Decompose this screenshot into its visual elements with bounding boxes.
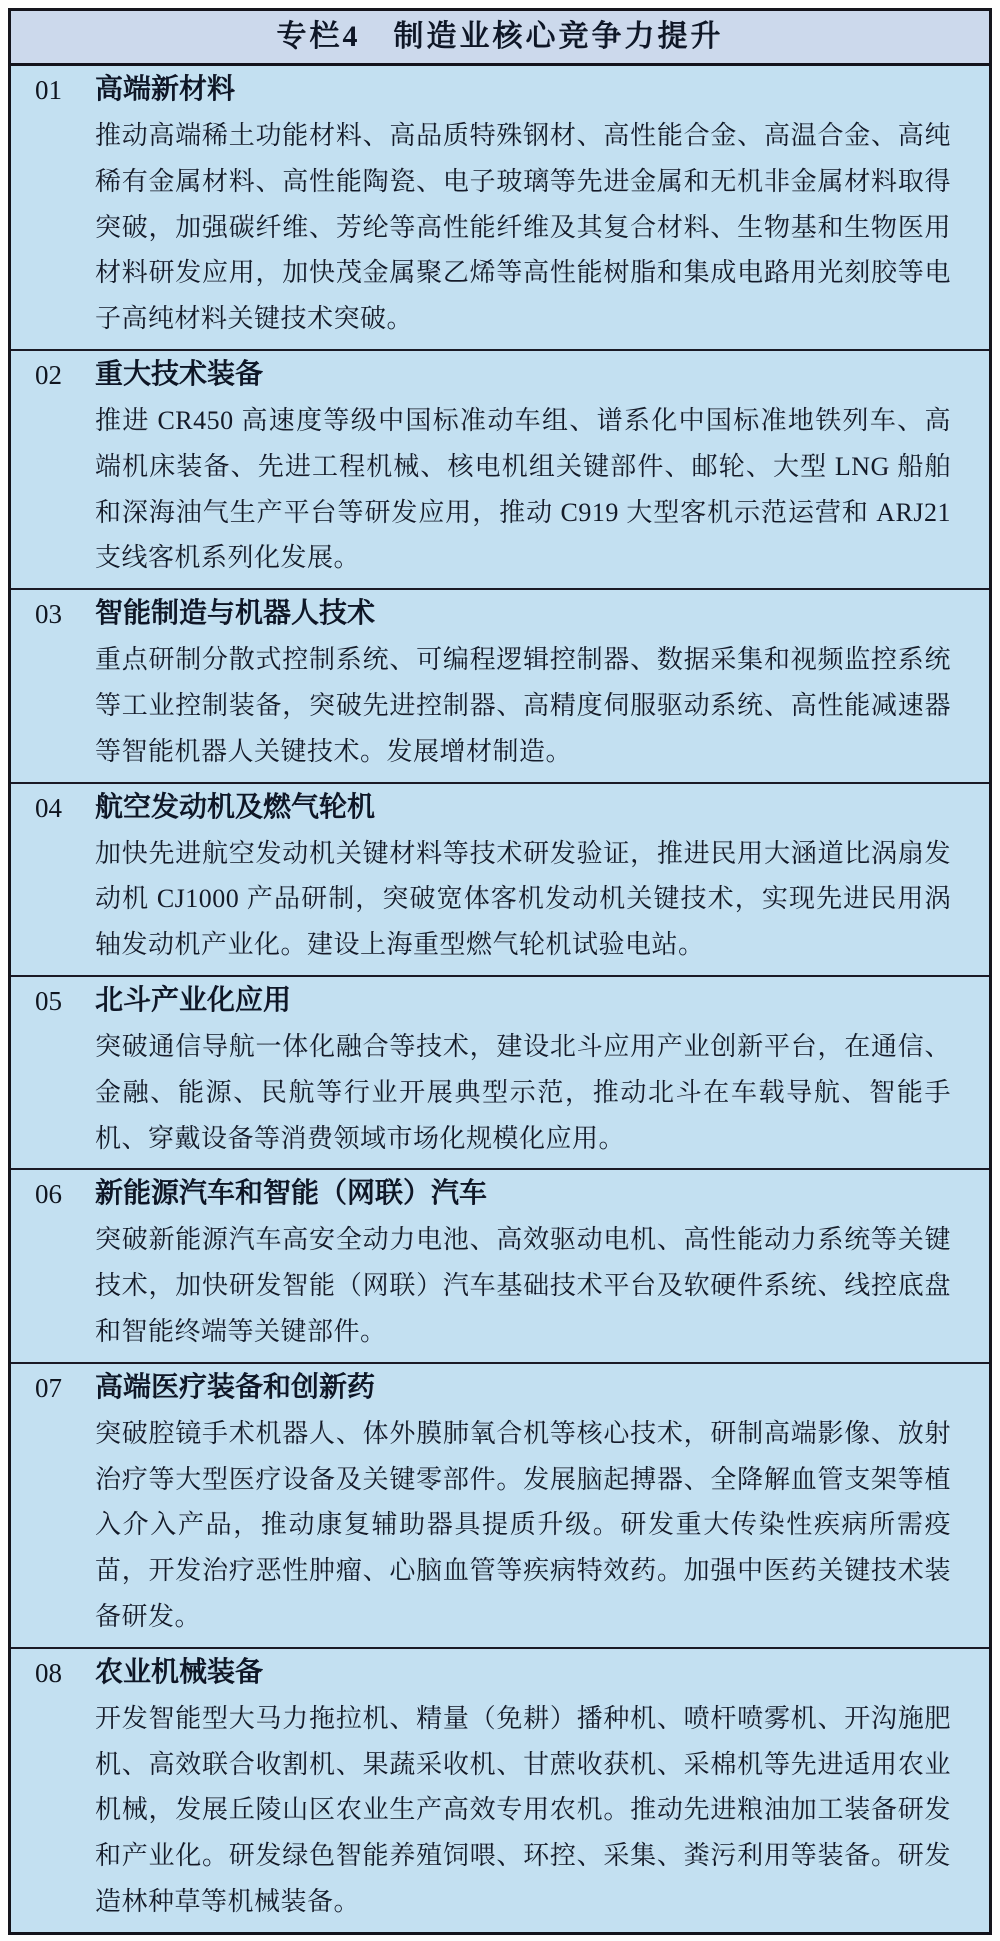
column-panel [8,8,992,1935]
section-body: 突破新能源汽车高安全动力电池、高效驱动电机、高性能动力系统等关键技术，加快研发智能（网联）汽车基础技术平台及软硬件系统、线控底盘和智能终端等关键部件。 [95,1225,951,1346]
section-heading: 重大技术装备 [95,358,264,390]
section-row [11,975,989,1168]
section-content [95,591,989,774]
section-heading: 新能源汽车和智能（网联）汽车 [95,1178,488,1210]
panel-title: 专栏4 制造业核心竞争力提升 [11,11,989,66]
section-heading: 农业机械装备 [95,1656,264,1688]
section-body: 推进 CR450 高速度等级中国标准动车组、谱系化中国标准地铁列车、高端机床装备、先进工程机械、核电机组关键部件、邮轮、大型 LNG 船舶和深海油气生产平台等研发应用，推动 C919 大型客机示范运营和 ARJ21 支线客机系列化发展。 [95,405,951,573]
section-row [11,349,989,588]
section-list [11,66,989,1932]
section-body: 突破腔镜手术机器人、体外膜肺氧合机等核心技术，研制高端影像、放射治疗等大型医疗设备及关键零部件。发展脑起搏器、全降解血管支架等植入介入产品，推动康复辅助器具提质升级。研发重大传染性疾病所需疫苗，开发治疗恶性肿瘤、心脑血管等疾病特效药。加强中医药关键技术装备研发。 [95,1418,951,1631]
section-row [11,66,989,349]
section-heading: 智能制造与机器人技术 [95,598,376,630]
section-number: 01 [35,75,62,105]
section-row [11,588,989,781]
section-body: 加快先进航空发动机关键材料等技术研发验证，推进民用大涵道比涡扇发动机 CJ1000 产品研制，突破宽体客机发动机关键技术，实现先进民用涡轴发动机产业化。建设上海重型燃气轮机试验电站。 [95,838,951,960]
section-row [11,782,989,975]
section-number: 05 [35,985,62,1016]
section-body: 推动高端稀土功能材料、高品质特殊钢材、高性能合金、高温合金、高纯稀有金属材料、高性能陶瓷、电子玻璃等先进金属和无机非金属材料取得突破，加强碳纤维、芳纶等高性能纤维及其复合材料、生物基和生物医用材料研发应用，加快茂金属聚乙烯等高性能树脂和集成电路用光刻胶等电子高纯材料关键技术突破。 [95,121,951,334]
section-row [11,1647,989,1932]
section-body: 突破通信导航一体化融合等技术，建设北斗应用产业创新平台，在通信、金融、能源、民航等行业开展典型示范，推动北斗在车载导航、智能手机、穿戴设备等消费领域市场化规模化应用。 [95,1031,951,1153]
section-number: 02 [35,359,62,390]
section-number: 07 [35,1372,62,1403]
section-number: 06 [35,1179,62,1210]
section-row [11,1168,989,1361]
section-number: 08 [35,1657,62,1688]
section-body: 重点研制分散式控制系统、可编程逻辑控制器、数据采集和视频监控系统等工业控制装备，突破先进控制器、高精度伺服驱动系统、高性能减速器等智能机器人关键技术。发展增材制造。 [95,645,951,766]
section-body: 开发智能型大马力拖拉机、精量（免耕）播种机、喷杆喷雾机、开沟施肥机、高效联合收割机、果蔬采收机、甘蔗收获机、采棉机等先进适用农业机械，发展丘陵山区农业生产高效专用农机。推动先进粮油加工装备研发和产业化。研发绿色智能养殖饲喂、环控、采集、粪污利用等装备。研发造林种草等机械装备。 [95,1703,951,1916]
section-heading: 高端新材料 [95,74,236,105]
section-content [95,1650,989,1925]
section-content [95,1171,989,1354]
section-content [95,785,989,968]
section-row [11,1362,989,1647]
section-heading: 北斗产业化应用 [95,984,292,1016]
section-content [95,978,989,1161]
section-content [95,1365,989,1640]
section-heading: 高端医疗装备和创新药 [95,1371,376,1403]
section-heading: 航空发动机及燃气轮机 [95,791,376,823]
section-content [95,67,989,342]
section-number: 04 [35,792,62,823]
section-number: 03 [35,599,62,630]
section-content [95,352,989,581]
